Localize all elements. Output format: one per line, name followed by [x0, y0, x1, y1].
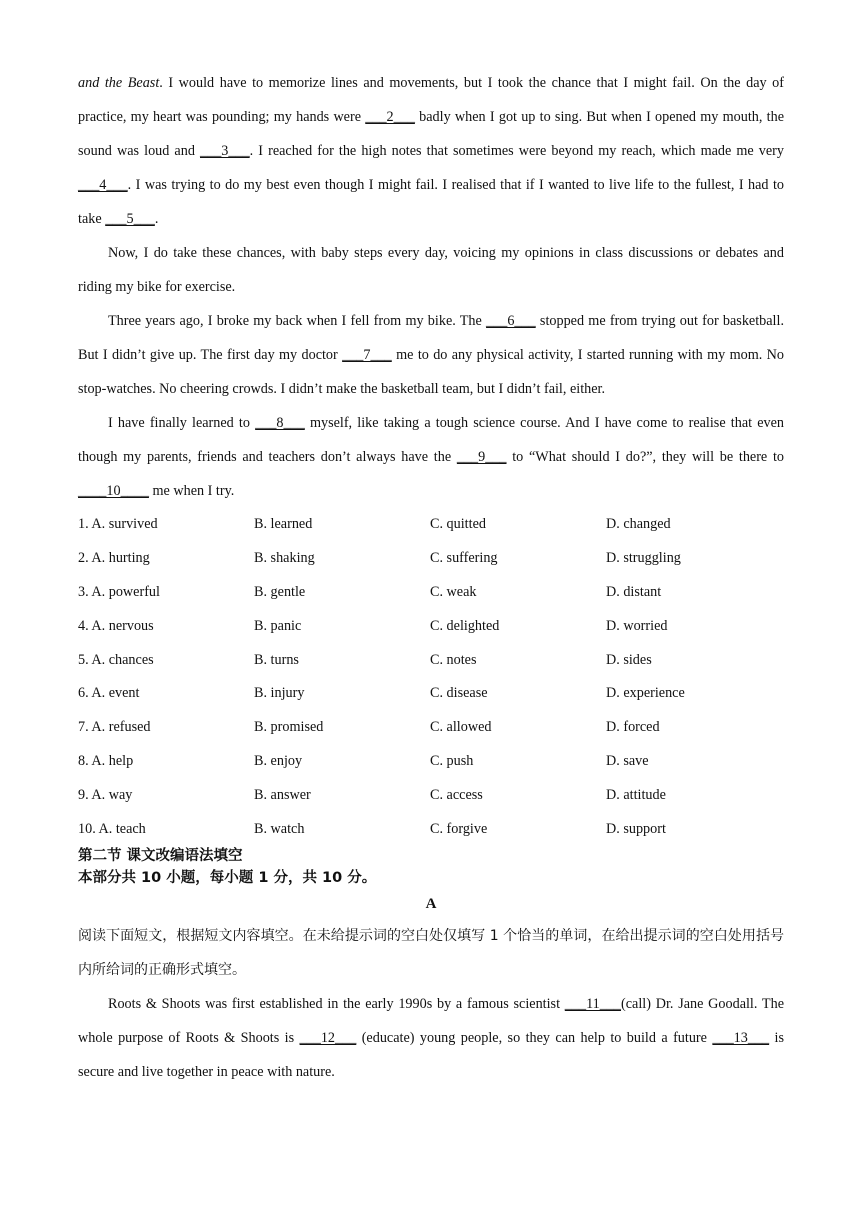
passage-text: Now, I do take these chances, with baby steps every day, voicing my opinions in class discussions or debates and riding my bike for exercise.: [78, 245, 784, 295]
option-row: [78, 508, 784, 542]
option-b: B. turns: [254, 651, 299, 668]
option-b: B. injury: [254, 685, 305, 702]
option-c: C. disease: [430, 685, 488, 702]
option-b: B. promised: [254, 719, 324, 736]
passage-text: is secure and live together in peace with nature.: [78, 1029, 784, 1080]
document-page: [78, 66, 784, 1089]
option-b: B. gentle: [254, 583, 306, 600]
option-c: C. allowed: [430, 719, 492, 736]
passage-text: to “What should I do?”, they will be there to: [506, 449, 784, 465]
option-a: 10. A. teach: [78, 820, 146, 837]
answer-blank: ___9___: [456, 449, 507, 465]
option-d: D. save: [606, 752, 649, 769]
option-a: 1. A. survived: [78, 516, 158, 533]
option-d: D. sides: [606, 651, 652, 668]
answer-blank: ____10____: [78, 483, 149, 499]
option-d: D. changed: [606, 516, 671, 533]
option-a: 5. A. chances: [78, 651, 154, 668]
option-row: [78, 711, 784, 745]
options-list: [78, 508, 784, 846]
option-row: [78, 677, 784, 711]
answer-blank: ___5___: [105, 211, 155, 227]
passage-text: me to do any physical activity, I started running with my mom. No stop-watches. No cheering crowds. I didn’t make the basketball team, but I didn’t fail, either.: [78, 347, 784, 397]
option-d: D. attitude: [606, 786, 666, 803]
option-b: B. panic: [254, 617, 302, 634]
option-b: B. shaking: [254, 550, 315, 567]
option-row: [78, 643, 784, 677]
option-a: 9. A. way: [78, 786, 133, 803]
option-a: 6. A. event: [78, 685, 140, 702]
option-row: [78, 745, 784, 779]
option-a: 2. A. hurting: [78, 550, 150, 567]
option-d: D. support: [606, 820, 666, 837]
passage-text: and the Beast: [78, 75, 160, 91]
answer-blank: ___8___: [255, 415, 305, 431]
answer-blank: ___3___: [200, 143, 250, 159]
option-d: D. struggling: [606, 550, 681, 567]
passage-text: . I reached for the high notes that sometimes were beyond my reach, which made me very: [249, 143, 784, 159]
passage2-paragraph-1: [78, 987, 784, 1089]
answer-blank: ___12___: [299, 1029, 357, 1046]
passage-text: myself, like taking a tough science course. And I have come to realise that even though my parents, friends and teachers don’t always have the: [78, 415, 784, 465]
passage-paragraph-1: [78, 66, 784, 236]
passage-text: (call) Dr. Jane Goodall. The whole purpose of Roots & Shoots is: [78, 995, 784, 1046]
option-b: B. answer: [254, 786, 311, 803]
passage-text: me when I try.: [148, 483, 235, 499]
option-c: C. access: [430, 786, 483, 803]
option-a: 3. A. powerful: [78, 583, 160, 600]
passage-text: stopped me from trying out for basketball. But I didn’t give up. The first day my doctor: [78, 313, 784, 363]
answer-blank: ___7___: [342, 347, 392, 363]
answer-blank: ___6___: [486, 313, 536, 329]
passage-text: badly when I got up to sing. But when I opened my mouth, the sound was loud and: [78, 109, 784, 159]
option-row: [78, 609, 784, 643]
option-c: C. delighted: [430, 617, 500, 634]
answer-blank: ___13___: [712, 1029, 770, 1046]
instructions: 阅读下面短文，根据短文内容填空。在未给提示词的空白处仅填写 1 个恰当的单词，在给出提示词的空白处用括号内所给词的正确形式填空。: [78, 927, 784, 978]
passage-paragraph-3: [78, 304, 784, 406]
option-a: 8. A. help: [78, 752, 134, 769]
option-c: C. quitted: [430, 516, 486, 533]
passage-text: Roots & Shoots was first established in the early 1990s by a famous scientist: [108, 995, 565, 1012]
answer-blank: ___4___: [78, 177, 128, 193]
passage-text: Three years ago, I broke my back when I fell from my bike. The: [108, 313, 487, 329]
option-row: [78, 576, 784, 610]
option-c: C. forgive: [430, 820, 488, 837]
passage-paragraph-2: [78, 236, 784, 304]
option-c: C. weak: [430, 583, 477, 600]
passage-text: . I would have to memorize lines and movements, but I took the chance that I might fail. On the day of practice, my heart was pounding; my hands were: [78, 75, 784, 125]
section-title: 第二节 课文改编语法填空: [78, 847, 243, 864]
option-c: C. push: [430, 752, 474, 769]
answer-blank: ___11___: [564, 995, 622, 1012]
part-label: A: [425, 895, 437, 912]
passage-paragraph-4: [78, 406, 784, 508]
option-a: 7. A. refused: [78, 719, 151, 736]
option-c: C. notes: [430, 651, 477, 668]
option-row: [78, 542, 784, 576]
option-c: C. suffering: [430, 550, 498, 567]
option-b: B. learned: [254, 516, 313, 533]
option-row: [78, 812, 784, 846]
passage-text: .: [154, 211, 159, 227]
passage-text: . I was trying to do my best even though I might fail. I realised that if I wanted to live life to the fullest, I had to take: [78, 177, 784, 227]
option-b: B. enjoy: [254, 752, 303, 769]
option-d: D. worried: [606, 617, 668, 634]
section-subtitle: 本部分共 10 小题，每小题 1 分，共 10 分。: [78, 869, 377, 886]
option-d: D. distant: [606, 583, 662, 600]
option-b: B. watch: [254, 820, 305, 837]
option-d: D. forced: [606, 719, 660, 736]
option-d: D. experience: [606, 685, 685, 702]
passage-text: (educate) young people, so they can help to build a future: [356, 1029, 713, 1046]
answer-blank: ___2___: [365, 109, 415, 125]
passage-text: I have finally learned to: [108, 415, 256, 431]
option-a: 4. A. nervous: [78, 617, 154, 634]
option-row: [78, 778, 784, 812]
